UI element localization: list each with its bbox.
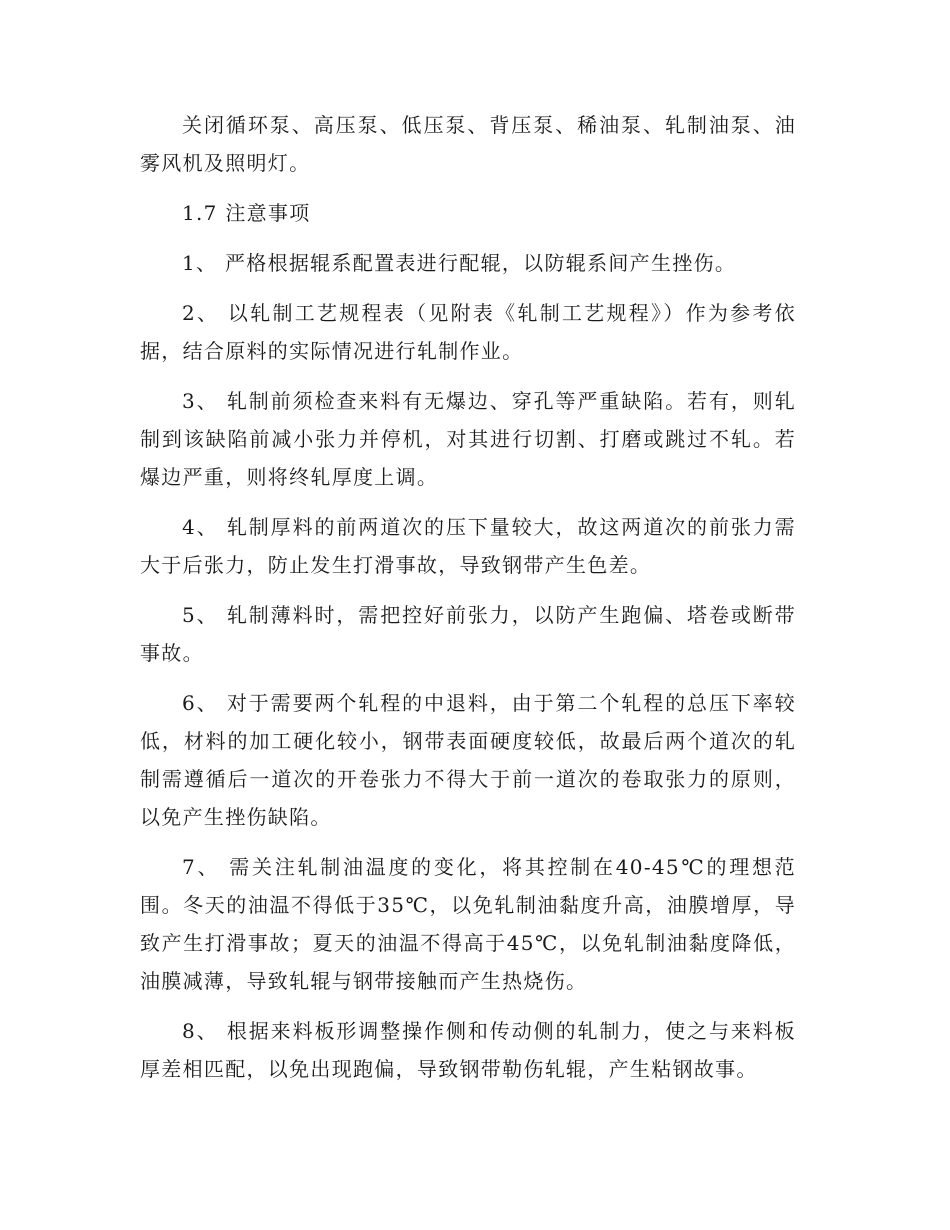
precaution-item-8: 8、 根据来料板形调整操作侧和传动侧的轧制力，使之与来料板厚差相匹配，以免出现跑偏，导致钢带勒伤轧辊，产生粘钢故事。	[140, 1019, 796, 1081]
precaution-item-2: 2、 以轧制工艺规程表（见附表《轧制工艺规程》）作为参考依据，结合原料的实际情况进行轧制作业。	[140, 301, 796, 363]
precaution-item-4: 4、 轧制厚料的前两道次的压下量较大，故这两道次的前张力需大于后张力，防止发生打滑事故，导致钢带产生色差。	[140, 515, 796, 577]
precaution-item-6: 6、 对于需要两个轧程的中退料，由于第二个轧程的总压下率较低，材料的加工硬化较小，钢带表面硬度较低，故最后两个道次的轧制需遵循后一道次的开卷张力不得大于前一道次的卷取张力的原则，以免产生挫伤缺陷。	[140, 691, 796, 829]
precaution-item-5: 5、 轧制薄料时，需把控好前张力，以防产生跑偏、塔卷或断带事故。	[140, 603, 796, 665]
section-heading-precautions: 1.7 注意事项	[182, 201, 311, 225]
precaution-item-7: 7、 需关注轧制油温度的变化，将其控制在40-45℃的理想范围。冬天的油温不得低于35℃，以免轧制油黏度升高，油膜增厚，导致产生打滑事故；夏天的油温不得高于45℃，以免轧制油黏度降低，油膜减薄，导致轧辊与钢带接触而产生热烧伤。	[140, 855, 796, 993]
precaution-item-3: 3、 轧制前须检查来料有无爆边、穿孔等严重缺陷。若有，则轧制到该缺陷前减小张力并停机，对其进行切割、打磨或跳过不轧。若爆边严重，则将终轧厚度上调。	[140, 389, 796, 489]
precaution-item-1: 1、 严格根据辊系配置表进行配辊，以防辊系间产生挫伤。	[182, 251, 737, 275]
document-body	[140, 106, 796, 1100]
paragraph-shutdown-equipment: 关闭循环泵、高压泵、低压泵、背压泵、稀油泵、轧制油泵、油雾风机及照明灯。	[140, 113, 796, 175]
